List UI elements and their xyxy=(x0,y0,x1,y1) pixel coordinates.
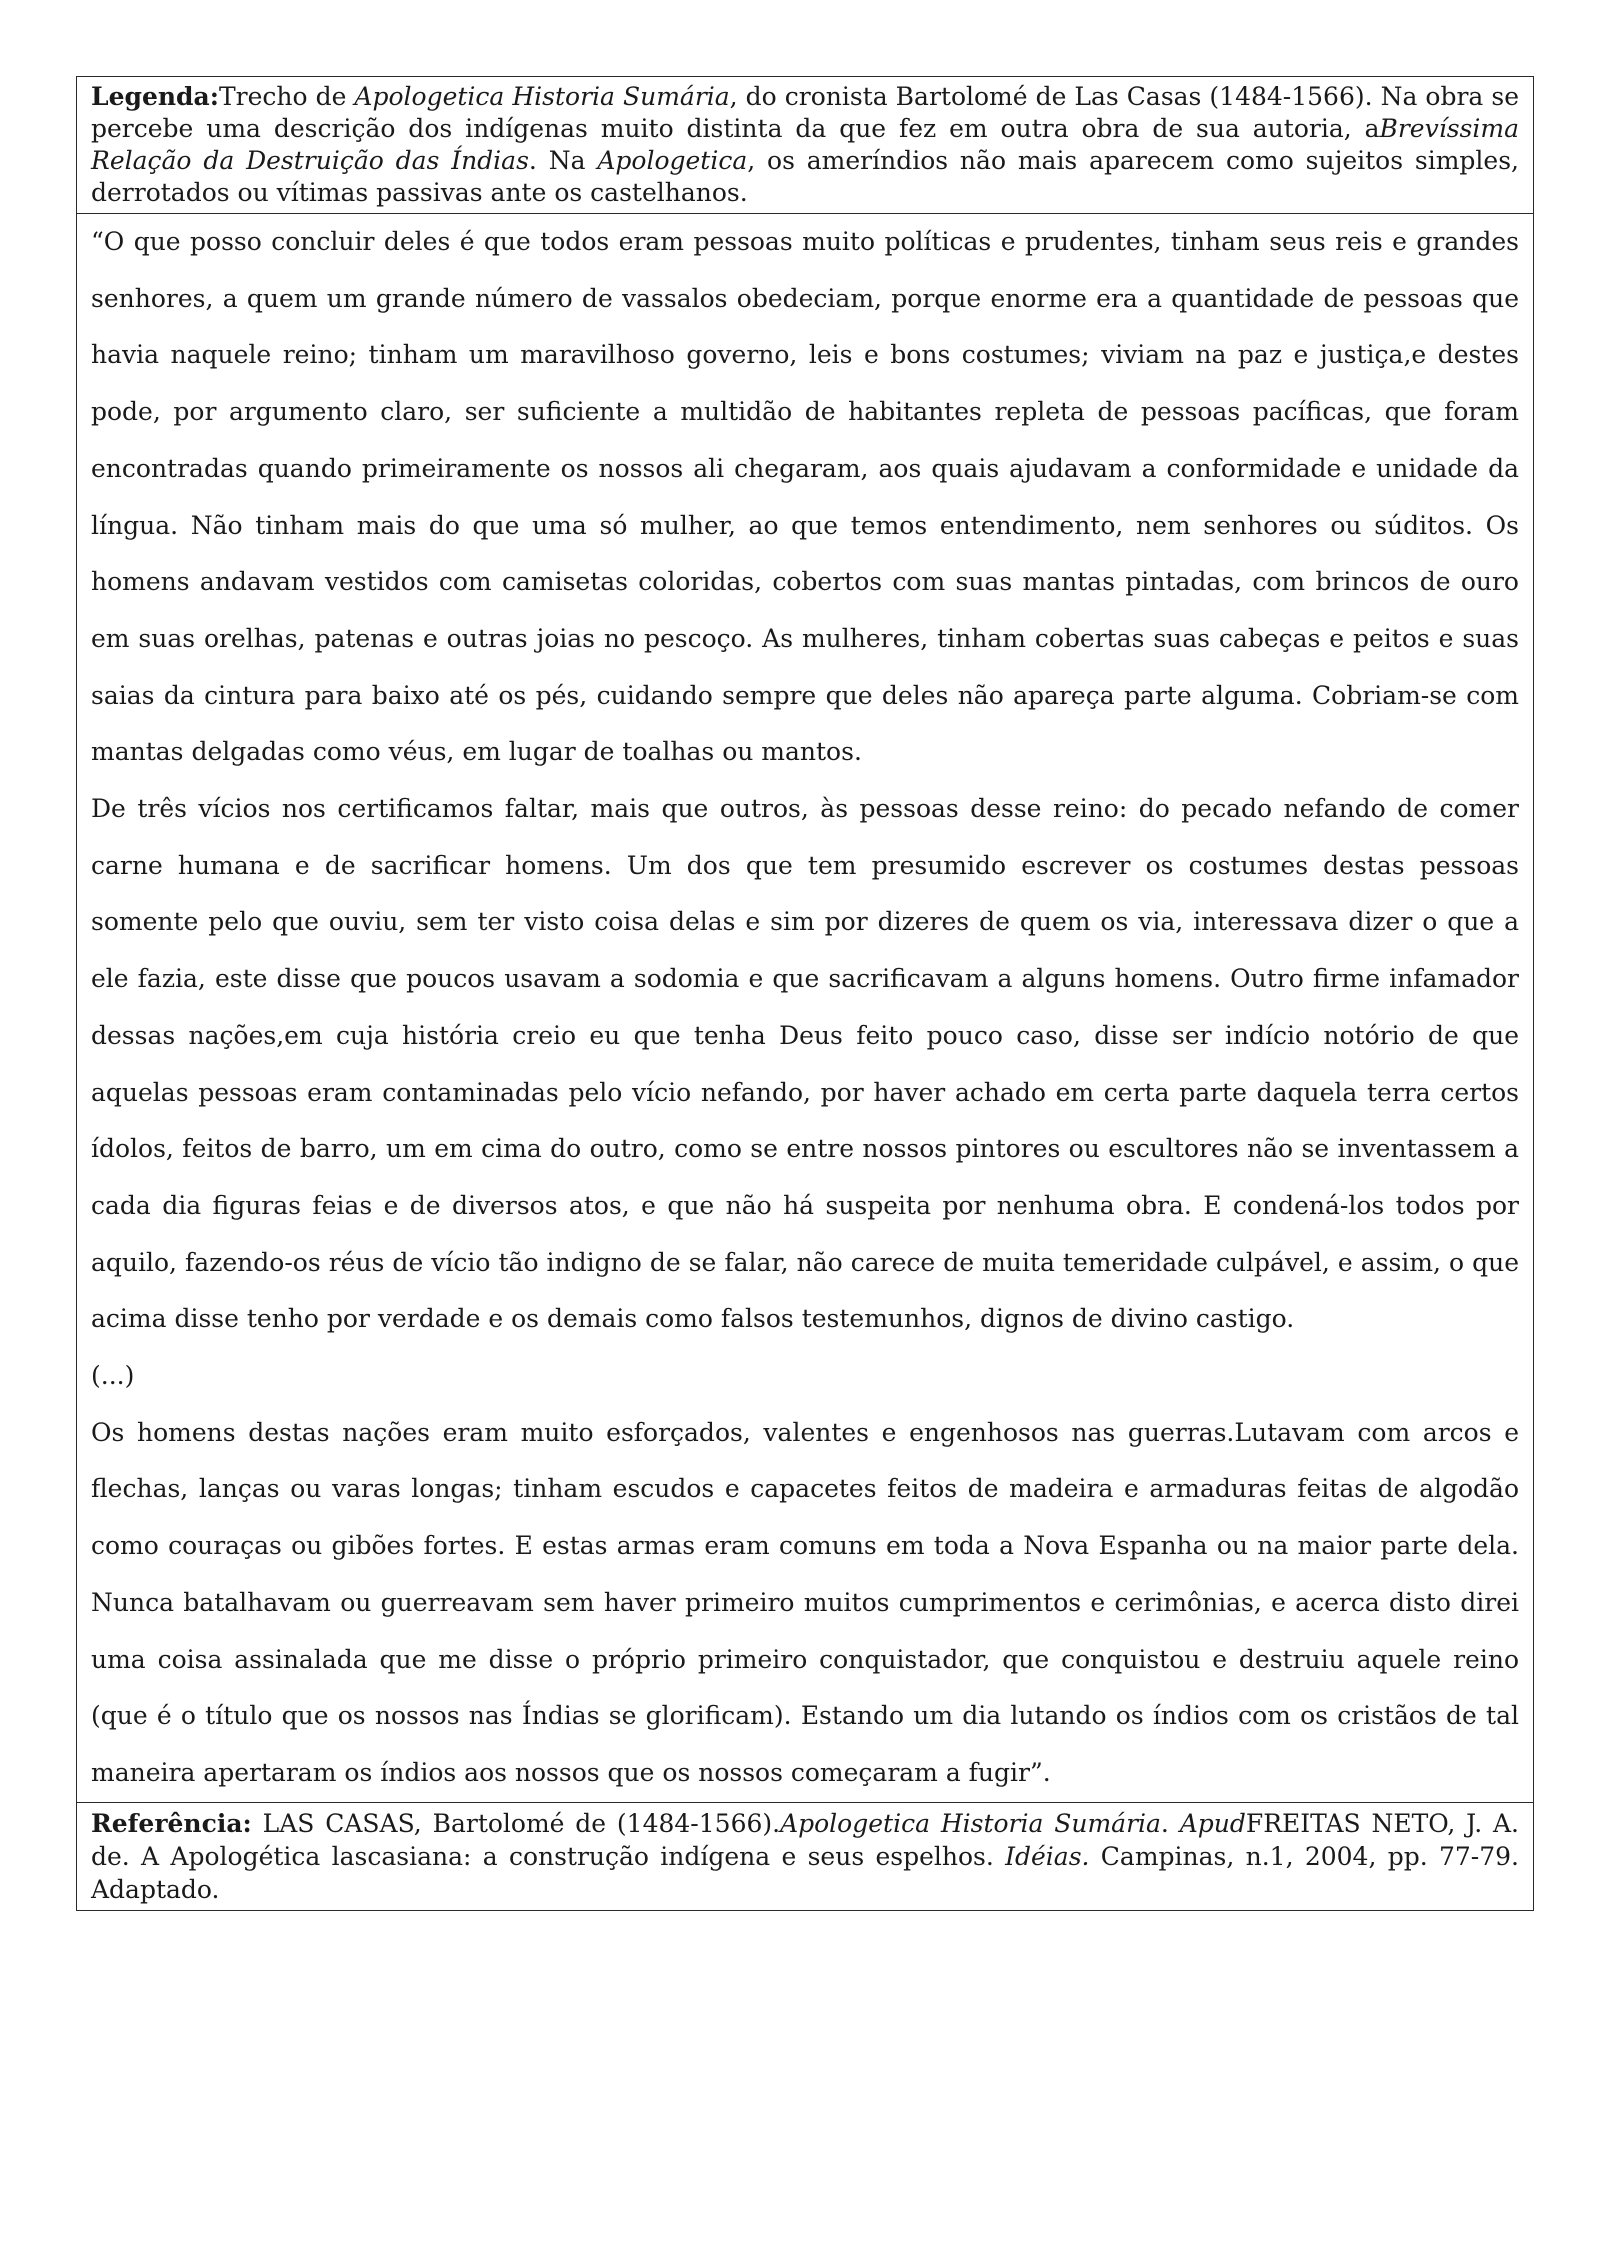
document-table xyxy=(76,76,1534,1911)
caption-work-title: Apologetica Historia Sumária xyxy=(354,82,730,111)
caption-cell xyxy=(77,77,1533,213)
quote-paragraph: De três vícios nos certificamos faltar, mais que outros, às pessoas desse reino: do pecado nefando de comer carne humana e de sacrificar homens. Um dos que tem presumido escrever os costumes destas pessoas somente pelo que ouviu, sem ter visto coisa delas e sim por dizeres de quem os via, interessava dizer o que a ele fazia, este disse que poucos usavam a sodomia e que sacrificavam a alguns homens. Outro firme infamador dessas nações,em cuja história creio eu que tenha Deus feito pouco caso, disse ser indício notório de que aquelas pessoas eram contaminadas pelo vício nefando, por haver achado em certa parte daquela terra certos ídolos, feitos de barro, um em cima do outro, como se entre nossos pintores ou escultores não se inventassem a cada dia figuras feias e de diversos atos, e que não há suspeita por nenhuma obra. E condená-los todos por aquilo, fazendo-os réus de vício tão indigno de se falar, não carece de muita temeridade culpável, e assim, o que acima disse tenho por verdade e os demais como falsos testemunhos, dignos de divino castigo. xyxy=(91,794,1519,1334)
caption-text: , do cronista Bartolomé de Las Casas (1484-1566). Na obra se percebe uma descrição dos indígenas muito distinta da que fez em outra obra de sua autoria, a xyxy=(91,82,1519,143)
reference-journal: Idéias. xyxy=(1005,1841,1090,1871)
caption-work-short-title: Apologetica xyxy=(597,146,748,175)
quote-cell xyxy=(77,213,1533,1802)
quote-paragraph: Os homens destas nações eram muito esforçados, valentes e engenhosos nas guerras.Lutavam com arcos e flechas, lanças ou varas longas; tinham escudos e capacetes feitos de madeira e armaduras feitas de algodão como couraças ou gibões fortes. E estas armas eram comuns em toda a Nova Espanha ou na maior parte dela. Nunca batalhavam ou guerreavam sem haver primeiro muitos cumprimentos e cerimônias, e acerca disto direi uma coisa assinalada que me disse o próprio primeiro conquistador, que conquistou e destruiu aquele reino (que é o título que os nossos nas Índias se glorificam). Estando um dia lutando os índios com os cristãos de tal maneira apertaram os índios aos nossos que os nossos começaram a fugir”. xyxy=(91,1417,1519,1787)
caption-label: Legenda: xyxy=(91,82,219,111)
reference-work-title: Apologetica Historia Sumária xyxy=(780,1808,1161,1838)
reference-text: Campinas, n.1, 2004, pp. 77-79. Adaptado. xyxy=(91,1841,1519,1904)
caption-text: . Na xyxy=(528,146,598,175)
quote-paragraph: “O que posso concluir deles é que todos eram pessoas muito políticas e prudentes, tinham seus reis e grandes senhores, a quem um grande número de vassalos obedeciam, porque enorme era a quantidade de pessoas que havia naquele reino; tinham um maravilhoso governo, leis e bons costumes; viviam na paz e justiça,e destes pode, por argumento claro, ser suficiente a multidão de habitantes repleta de pessoas pacíficas, que foram encontradas quando primeiramente os nossos ali chegaram, aos quais ajudavam a conformidade e unidade da língua. Não tinham mais do que uma só mulher, ao que temos entendimento, nem senhores ou súditos. Os homens andavam vestidos com camisetas coloridas, cobertos com suas mantas pintadas, com brincos de ouro em suas orelhas, patenas e outras joias no pescoço. As mulheres, tinham cobertas suas cabeças e peitos e suas saias da cintura para baixo até os pés, cuidando sempre que deles não apareça parte alguma. Cobriam-se com mantas delgadas como véus, em lugar de toalhas ou mantos. xyxy=(91,227,1519,767)
reference-text: LAS CASAS, Bartolomé de (1484-1566). xyxy=(251,1808,781,1838)
reference-text: . xyxy=(1160,1808,1180,1838)
reference-apud: Apud xyxy=(1179,1808,1246,1838)
reference-cell xyxy=(77,1802,1533,1910)
reference-label: Referência: xyxy=(91,1808,252,1838)
caption-text: , os ameríndios não mais aparecem como sujeitos simples, derrotados ou vítimas passivas ante os castelhanos. xyxy=(91,146,1520,207)
caption-other-work-title: Brevíssima Relação da Destruição das Índias xyxy=(91,114,1519,175)
reference-text: FREITAS NETO, J. A. de. A Apologética lascasiana: a construção indígena e seus espelhos. xyxy=(91,1808,1519,1871)
caption-text: Trecho de xyxy=(218,82,355,111)
quote-ellipsis: (...) xyxy=(91,1361,135,1391)
